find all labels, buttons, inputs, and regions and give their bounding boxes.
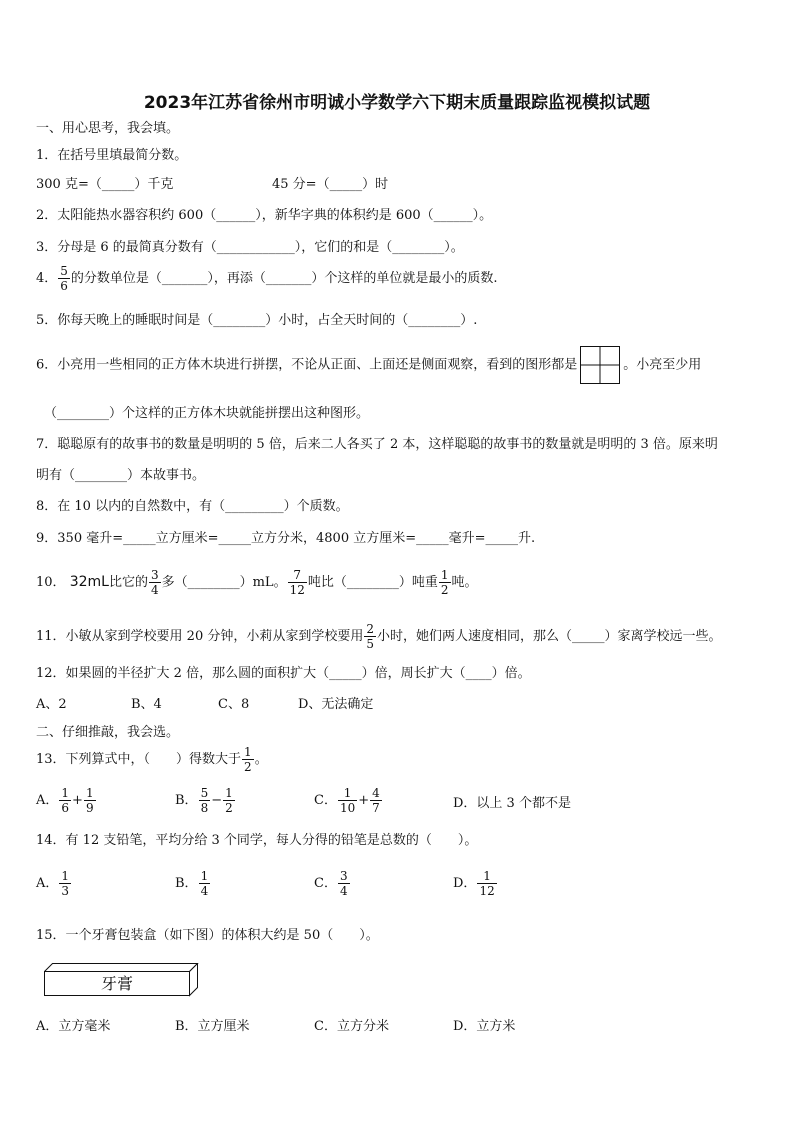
question-text: 11．小敏从家到学校要用 20 分钟，小莉从家到学校要用 <box>36 629 364 644</box>
option-b: B．立方厘米 <box>175 1019 250 1034</box>
question-3: 3．分母是 6 的最简真分数有（____________），它们的和是（________）。 <box>36 240 464 255</box>
volume-value: 32mL <box>69 574 109 590</box>
question-text: 13．下列算式中，（ ）得数大于 <box>36 752 242 767</box>
option-d: D、无法确定 <box>298 697 374 712</box>
question-9: 9．350 毫升=_____立方厘米=_____立方分米，4800 立方厘米=_____毫升=_____升. <box>36 531 536 546</box>
question-2: 2．太阳能热水器容积约 600（______），新华字典的体积约是 600（______）。 <box>36 208 493 223</box>
question-number: 10． <box>36 575 66 590</box>
option-a: A． $\frac{1}{6}$ + $\frac{1}{9}$ <box>36 786 94 815</box>
toothpaste-box-figure <box>44 963 204 1003</box>
fraction: $\frac{3}{4}$ <box>150 568 159 597</box>
option-d: D．以上 3 个都不是 <box>453 796 571 811</box>
fraction: $\frac{1}{2}$ <box>440 568 449 597</box>
fraction: $\frac{5}{6}$ <box>60 264 68 293</box>
question-text: 小时，她们两人速度相同，那么（_____）家离学校远一些。 <box>377 629 722 644</box>
question-text: 多（________）mL。 <box>161 575 287 590</box>
option-c: C． $\frac{1}{10}$ + $\frac{4}{7}$ <box>314 786 380 815</box>
question-13 <box>36 745 268 774</box>
question-text: 的分数单位是（_______），再添（_______）个这样的单位就是最小的质数. <box>70 271 498 286</box>
question-12: 12．如果圆的半径扩大 2 倍，那么圆的面积扩大（_____）倍，周长扩大（____）倍。 <box>36 666 531 681</box>
fraction: $\frac{1}{2}$ <box>244 745 252 774</box>
option-c: C． $\frac{3}{4}$ <box>314 869 348 898</box>
question-1-part-a: 300 克=（_____）千克 <box>36 177 174 192</box>
question-8: 8．在 10 以内的自然数中，有（_________）个质数。 <box>36 499 349 514</box>
question-7: 7．聪聪原有的故事书的数量是明明的 5 倍，后来二人各买了 2 本，这样聪聪的故事书的数量就是明明的 3 倍。原来明 <box>36 437 718 452</box>
question-number: 4． <box>36 271 58 286</box>
question-6 <box>36 346 701 384</box>
question-10 <box>36 568 478 597</box>
toothpaste-box-drawing <box>44 963 204 999</box>
option-a: A． $\frac{1}{3}$ <box>36 869 70 898</box>
fraction: $\frac{2}{5}$ <box>366 622 374 651</box>
section-heading-2: 二、仔细推敲，我会选。 <box>36 725 180 740</box>
question-text: 吨。 <box>451 575 478 590</box>
option-b: B． $\frac{5}{8}$ − $\frac{1}{2}$ <box>175 786 233 815</box>
question-15: 15．一个牙膏包装盒（如下图）的体积大约是 50（ ）。 <box>36 928 379 943</box>
page-title: 2023年江苏省徐州市明诚小学数学六下期末质量跟踪监视模拟试题 <box>143 93 651 113</box>
question-14: 14．有 12 支铅笔，平均分给 3 个同学，每人分得的铅笔是总数的（ ）。 <box>36 833 478 848</box>
option-c: C、8 <box>218 697 250 712</box>
box-label: 牙膏 <box>100 974 134 993</box>
option-d: D． $\frac{1}{12}$ <box>453 869 495 898</box>
question-text: 吨比（________）吨重 <box>307 575 438 590</box>
option-d: D．立方米 <box>453 1019 516 1034</box>
option-a: A．立方毫米 <box>36 1019 111 1034</box>
question-1: 1．在括号里填最简分数。 <box>36 148 188 163</box>
question-text: 。 <box>254 752 268 767</box>
question-text: 。小亮至少用 <box>623 357 702 373</box>
question-6-cont: （________）个这样的正方体木块就能拼摆出这种图形。 <box>44 406 370 421</box>
question-7-cont: 明有（________）本故事书。 <box>36 468 206 483</box>
question-text: 6．小亮用一些相同的正方体木块进行拼摆，不论从正面、上面还是侧面观察，看到的图形都是 <box>36 357 578 373</box>
option-b: B． $\frac{1}{4}$ <box>175 869 209 898</box>
question-text: 比它的 <box>108 575 148 590</box>
option-a: A、2 <box>36 697 67 712</box>
question-11 <box>36 622 722 651</box>
question-1-part-b: 45 分=（_____）时 <box>272 177 389 192</box>
fraction: $\frac{7}{12}$ <box>289 568 305 597</box>
option-c: C．立方分米 <box>314 1019 389 1034</box>
section-heading-1: 一、用心思考，我会填。 <box>36 121 180 136</box>
question-4 <box>36 264 498 293</box>
option-b: B、4 <box>131 697 162 712</box>
question-5: 5．你每天晚上的睡眠时间是（________）小时，占全天时间的（________）. <box>36 313 478 328</box>
square-grid-figure <box>580 346 620 384</box>
